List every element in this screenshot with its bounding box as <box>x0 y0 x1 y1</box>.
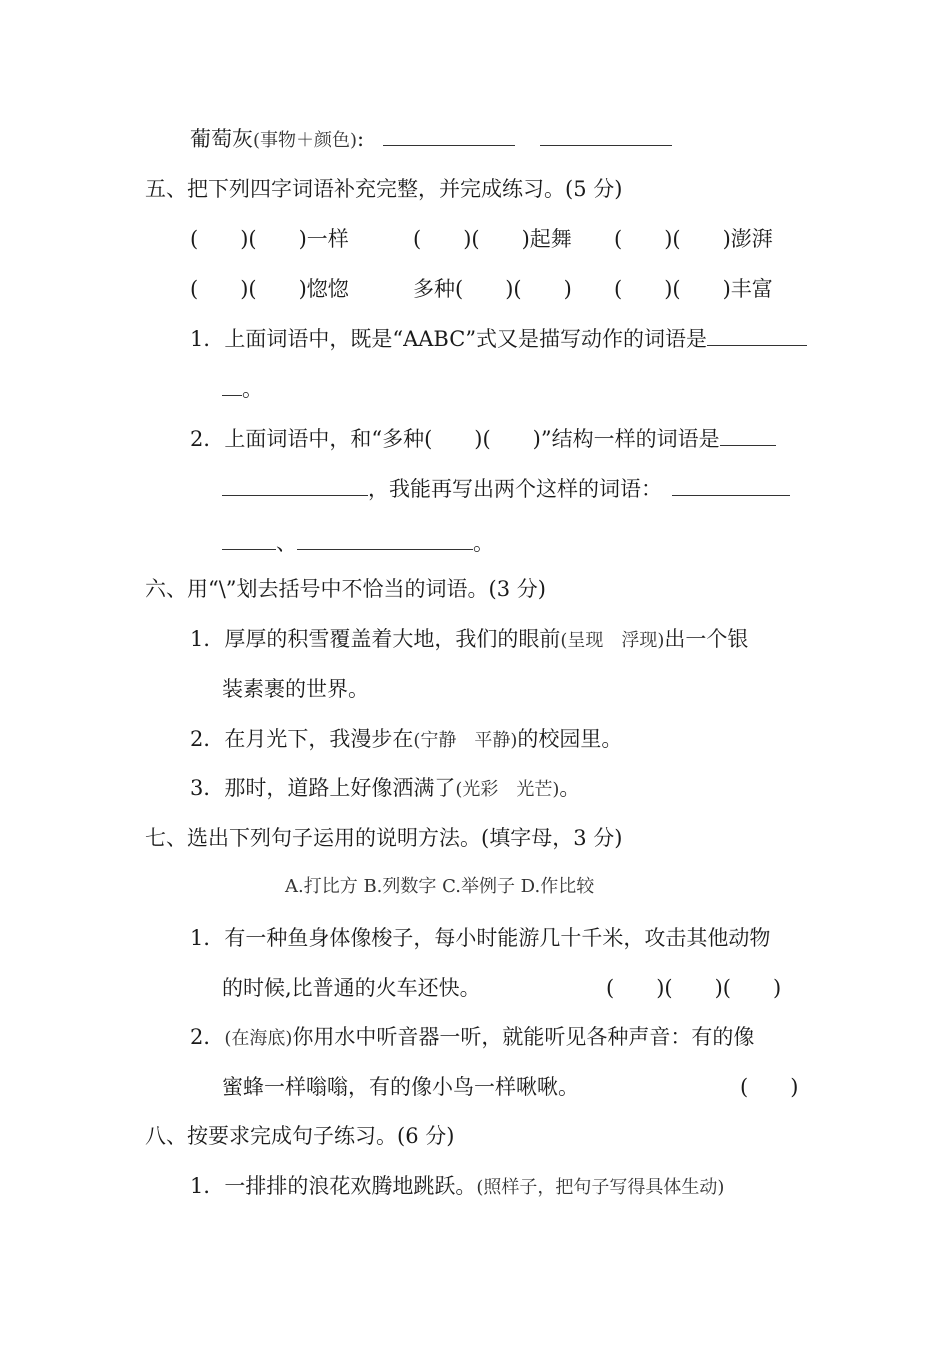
q5-heading: 五、把下列四字词语补充完整，并完成练习。(5 分) <box>145 177 623 201</box>
q6-s2-options[interactable]: (宁静 平静) <box>413 730 518 751</box>
q5-sub1-end: 。 <box>242 377 263 401</box>
q5-sub2-mid: ，我能再写出两个这样的词语： <box>368 477 662 501</box>
q5-sub2-cont2 <box>222 528 494 558</box>
answer-blank[interactable] <box>383 125 515 146</box>
q5-word-6: ( )( )丰富 <box>614 277 773 301</box>
q5-word-2: ( )( )起舞 <box>413 227 572 251</box>
q5-word-5: 多种( )( ) <box>413 277 572 301</box>
q6-s1a: 1．厚厚的积雪覆盖着大地，我们的眼前 <box>190 627 561 651</box>
q6-s2-line <box>190 724 622 756</box>
q7-s2-pre: 2． <box>190 1025 225 1049</box>
q8-s1-note: (照样子，把句子写得具体生动) <box>476 1177 725 1198</box>
answer-blank[interactable] <box>540 125 672 146</box>
q6-heading: 六、用“\”划去括号中不恰当的词语。(3 分) <box>145 577 546 601</box>
q6-s1b: 出一个银 <box>664 627 749 651</box>
answer-blank[interactable] <box>222 375 242 396</box>
q6-s1-line <box>190 624 748 656</box>
answer-blank[interactable] <box>707 325 807 346</box>
q5-sub1-cont <box>222 374 263 404</box>
q4-tail-line <box>190 124 672 156</box>
q6-s3-line <box>190 773 580 805</box>
q6-s3b: 。 <box>559 776 581 800</box>
q6-s2b: 的校园里。 <box>517 727 623 751</box>
q7-s2-line <box>190 1022 754 1054</box>
answer-blank[interactable] <box>222 475 368 496</box>
q7-options: A.打比方 B.列数字 C.举例子 D.作比较 <box>285 876 595 897</box>
q4-hint: (事物＋颜色) <box>253 130 358 151</box>
answer-blank[interactable] <box>222 529 276 550</box>
answer-blank[interactable] <box>720 425 776 446</box>
q7-s1b: 的时候,比普通的火车还快。 <box>222 976 481 1000</box>
q5-sub2-cont <box>222 474 790 504</box>
answer-blank[interactable] <box>672 475 790 496</box>
q6-s1c: 装素裹的世界。 <box>222 677 369 701</box>
q8-heading: 八、按要求完成句子练习。(6 分) <box>145 1124 455 1148</box>
q5-sub1-text: 1．上面词语中，既是“AABC”式又是描写动作的词语是 <box>190 327 708 351</box>
q5-sub2-line <box>190 424 776 454</box>
q5-word-4: ( )( )惚惚 <box>190 277 349 301</box>
q7-s2a: 你用水中听音器一听，就能听见各种声音：有的像 <box>292 1025 755 1049</box>
q8-s1a: 1．一排排的浪花欢腾地跳跃。 <box>190 1174 477 1198</box>
q6-s1-options[interactable]: (呈现 浮现) <box>560 630 665 651</box>
q6-s3a: 3．那时，道路上好像洒满了 <box>190 776 456 800</box>
q5-sub2-end: 。 <box>473 531 494 555</box>
q7-s1-answer[interactable]: ( )( )( ) <box>606 976 782 1000</box>
q7-s2-note: (在海底) <box>224 1028 293 1049</box>
q4-colon: : <box>357 127 365 151</box>
q5-sub1-line <box>190 324 807 354</box>
q5-word-1: ( )( )一样 <box>190 227 349 251</box>
q5-sub2-text: 2．上面词语中，和“多种( )( )”结构一样的词语是 <box>190 427 720 451</box>
q7-s2-answer[interactable]: ( ) <box>740 1075 799 1099</box>
q7-heading: 七、选出下列句子运用的说明方法。(填字母，3 分) <box>145 826 623 850</box>
answer-blank[interactable] <box>297 529 473 550</box>
q4-word: 葡萄灰 <box>190 127 253 151</box>
q5-sub2-sep: 、 <box>276 531 297 555</box>
q7-s2b: 蜜蜂一样嗡嗡，有的像小鸟一样啾啾。 <box>222 1075 579 1099</box>
q7-s1a: 1．有一种鱼身体像梭子，每小时能游几十千米，攻击其他动物 <box>190 926 771 950</box>
q6-s3-options[interactable]: (光彩 光芒) <box>455 779 560 800</box>
q6-s2a: 2．在月光下，我漫步在 <box>190 727 414 751</box>
q5-word-3: ( )( )澎湃 <box>614 227 773 251</box>
q8-s1-line <box>190 1171 724 1203</box>
